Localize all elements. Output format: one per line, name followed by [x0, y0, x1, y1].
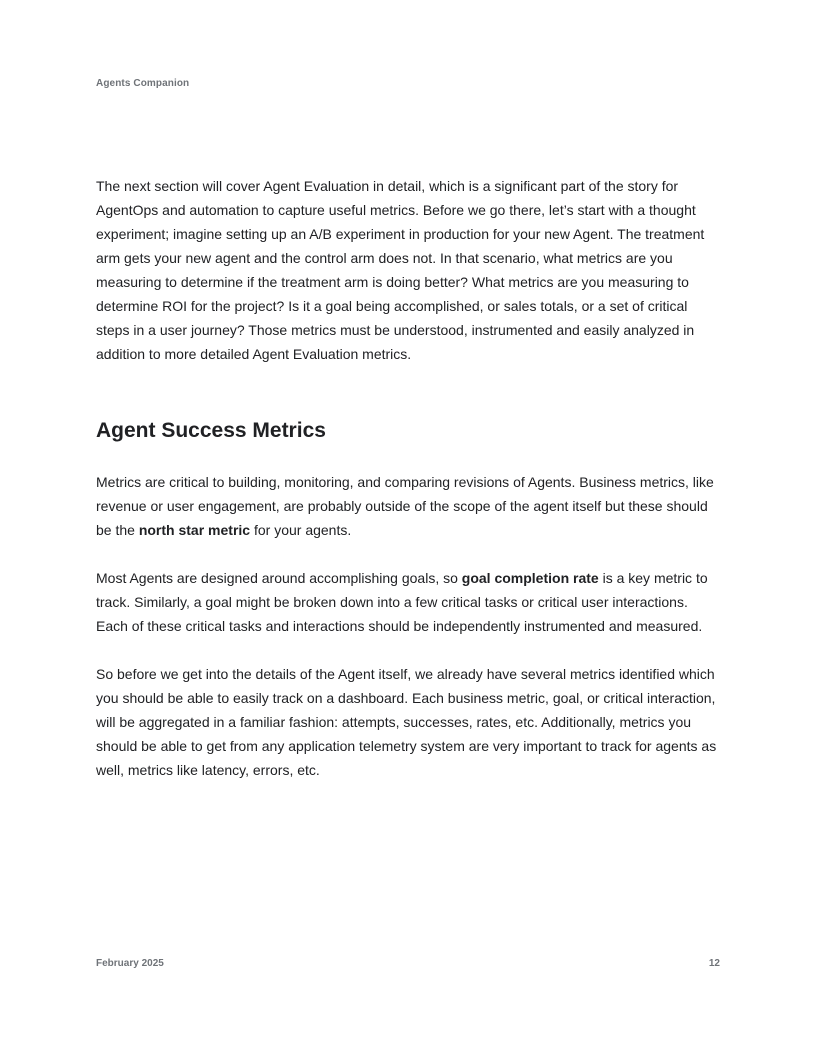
page-body [96, 174, 722, 782]
section-heading: Agent Success Metrics [96, 419, 326, 442]
north-star-paragraph [96, 470, 722, 542]
running-header: Agents Companion [96, 78, 190, 89]
north-star-emphasis: north star metric [138, 522, 251, 538]
dashboard-metrics-paragraph: So before we get into the details of the Agent itself, we already have several metrics identified which you should be able to easily track on a dashboard. Each business metric, goal, or critical interaction, will be aggregated in a familiar fashion: attempts, successes, rates, etc. Additionally, metrics you should be able to get from any application telemetry system are very important to track for agents as well, metrics like latency, errors, etc. [96, 666, 717, 778]
north-star-text-after: for your agents. [250, 522, 352, 538]
goal-text-after: is a key metric to track. Similarly, a goal might be broken down into a few critical tasks or critical user interactions. Each of these critical tasks and interactions should be independently instrumented and measured. [96, 570, 708, 634]
footer-date: February 2025 [96, 958, 164, 969]
goal-text-before: Most Agents are designed around accomplishing goals, so [96, 570, 462, 586]
goal-completion-emphasis: goal completion rate [461, 570, 599, 586]
goal-completion-paragraph [96, 566, 722, 638]
north-star-text-before: Metrics are critical to building, monitoring, and comparing revisions of Agents. Business metrics, like revenue or user engagement, are probably outside of the scope of the agent itself but these should be the [96, 474, 714, 538]
intro-paragraph: The next section will cover Agent Evaluation in detail, which is a significant part of the story for AgentOps and automation to capture useful metrics. Before we go there, let’s start with a thought experiment; imagine setting up an A/B experiment in production for your new Agent. The treatment arm gets your new agent and the control arm does not. In that scenario, what metrics are you measuring to determine if the treatment arm is doing better? What metrics are you measuring to determine ROI for the project? Is it a goal being accomplished, or sales totals, or a set of critical steps in a user journey? Those metrics must be understood, instrumented and easily analyzed in addition to more detailed Agent Evaluation metrics. [96, 178, 705, 362]
page-number: 12 [708, 958, 720, 969]
